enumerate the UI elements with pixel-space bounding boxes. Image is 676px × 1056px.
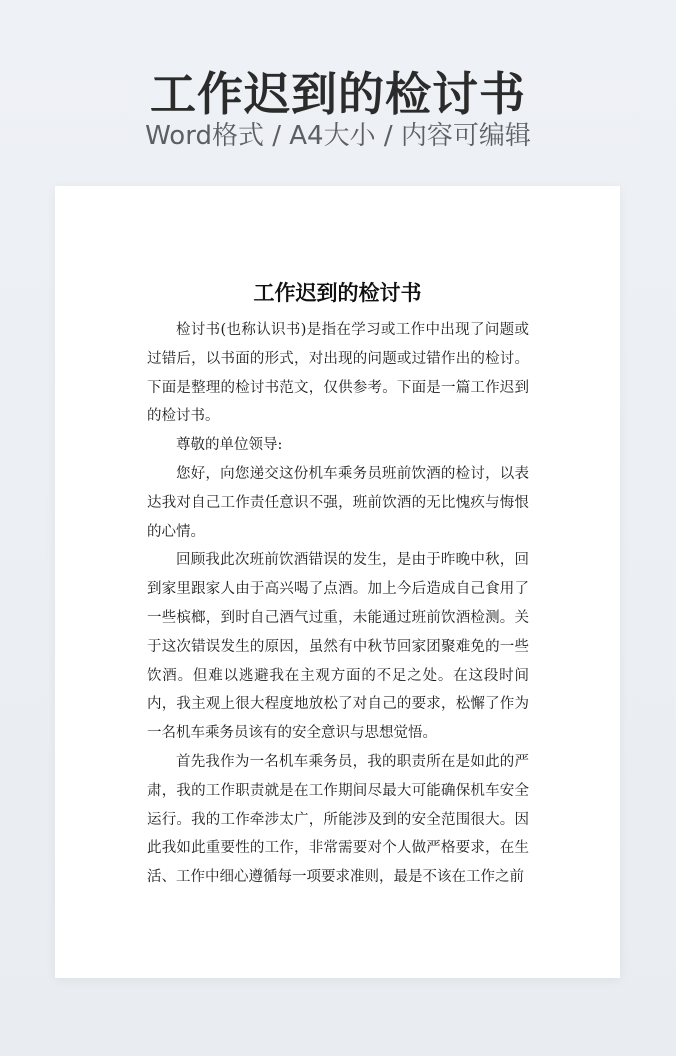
document-page (55, 186, 620, 978)
body-paragraph-duty: 首先我作为一名机车乘务员，我的职责所在是如此的严肃，我的工作职责就是在工作期间尽最大可能确保机车安全运行。我的工作牵涉太广，所能涉及到的安全范围很大。因此我如此重要性的工作，非常需要对个人做严格要求，在生活、工作中细心遵循每一项要求准则，最是不该在工作之前 (147, 753, 529, 886)
body-paragraph-review: 回顾我此次班前饮酒错误的发生，是由于昨晚中秋，回到家里跟家人由于高兴喝了点酒。加上今后造成自己食用了一些槟榔，到时自己酒气过重，未能通过班前饮酒检测。关于这次错误发生的原因，虽然有中秋节回家团聚难免的一些饮酒。但难以逃避我在主观方面的不足之处。在这段时间内，我主观上很大程度地放松了对自己的要求，松懈了作为一名机车乘务员该有的安全意识与思想觉悟。 (147, 552, 529, 742)
banner-title: 工作迟到的检讨书 (150, 67, 526, 121)
body-paragraph-intro: 检讨书(也称认识书)是指在学习或工作中出现了问题或过错后，以书面的形式，对出现的问题或过错作出的检讨。下面是整理的检讨书范文，仅供参考。下面是一篇工作迟到的检讨书。 (147, 322, 529, 425)
banner-subtitle: Word格式 / A4大小 / 内容可编辑 (145, 121, 531, 151)
body-paragraph-greeting: 您好，向您递交这份机车乘务员班前饮酒的检讨，以表达我对自己工作责任意识不强，班前饮酒的无比愧疚与悔恨的心情。 (147, 465, 529, 540)
document-title: 工作迟到的检讨书 (253, 280, 422, 305)
body-paragraph-salutation: 尊敬的单位领导: (176, 437, 283, 454)
document-body (147, 316, 529, 892)
